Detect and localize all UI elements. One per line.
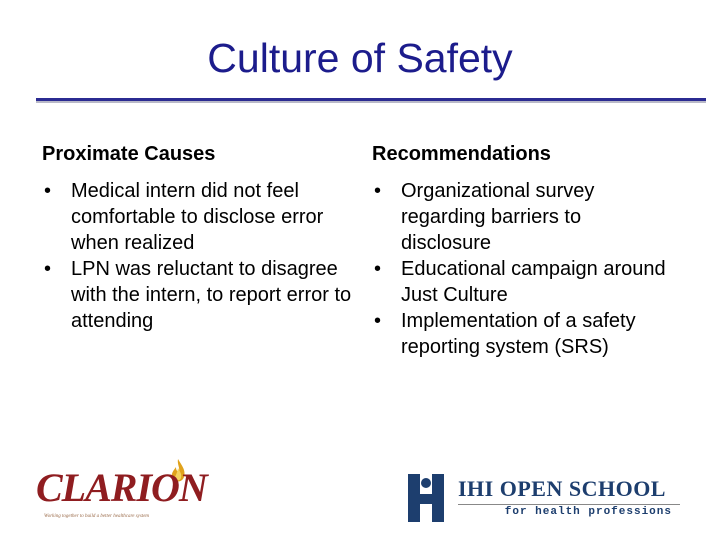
bullet-icon: • [374,180,382,202]
clarion-logo [36,458,208,524]
recommendations-heading: Recommendations [372,143,551,165]
proximate-causes-list [42,178,352,334]
list-item-text: Medical intern did not feel comfortable to disclose error when realized [71,180,324,254]
proximate-causes-column [42,140,352,334]
clarion-wordmark: CLARION [36,465,207,510]
list-item-text: Implementation of a safety reporting system (SRS) [401,310,636,358]
recommendations-list [372,178,672,360]
list-item-text: Organizational survey regarding barriers to disclosure [401,180,595,254]
slide-title: Culture of Safety [207,35,513,81]
bullet-icon: • [374,258,382,280]
list-item [372,178,672,256]
list-item [372,256,672,308]
ihi-subtitle: for health professions [504,506,672,518]
bullet-icon: • [374,310,382,332]
list-item-text: LPN was reluctant to disagree with the intern, to report error to attending [71,258,352,332]
proximate-causes-heading: Proximate Causes [42,143,216,165]
list-item-text: Educational campaign around Just Culture [401,258,666,306]
bullet-icon: • [44,180,52,202]
recommendations-column [372,140,672,360]
ihi-open-school-logo [408,474,688,526]
title-divider-shadow [36,101,706,103]
list-item [42,256,352,334]
list-item [372,308,672,360]
list-item [42,178,352,256]
ihi-emblem-icon [408,474,444,522]
clarion-tagline: Working together to build a better healthcare system [44,514,150,519]
bullet-icon: • [44,258,52,280]
ihi-name: IHI OPEN SCHOOL [458,476,666,501]
